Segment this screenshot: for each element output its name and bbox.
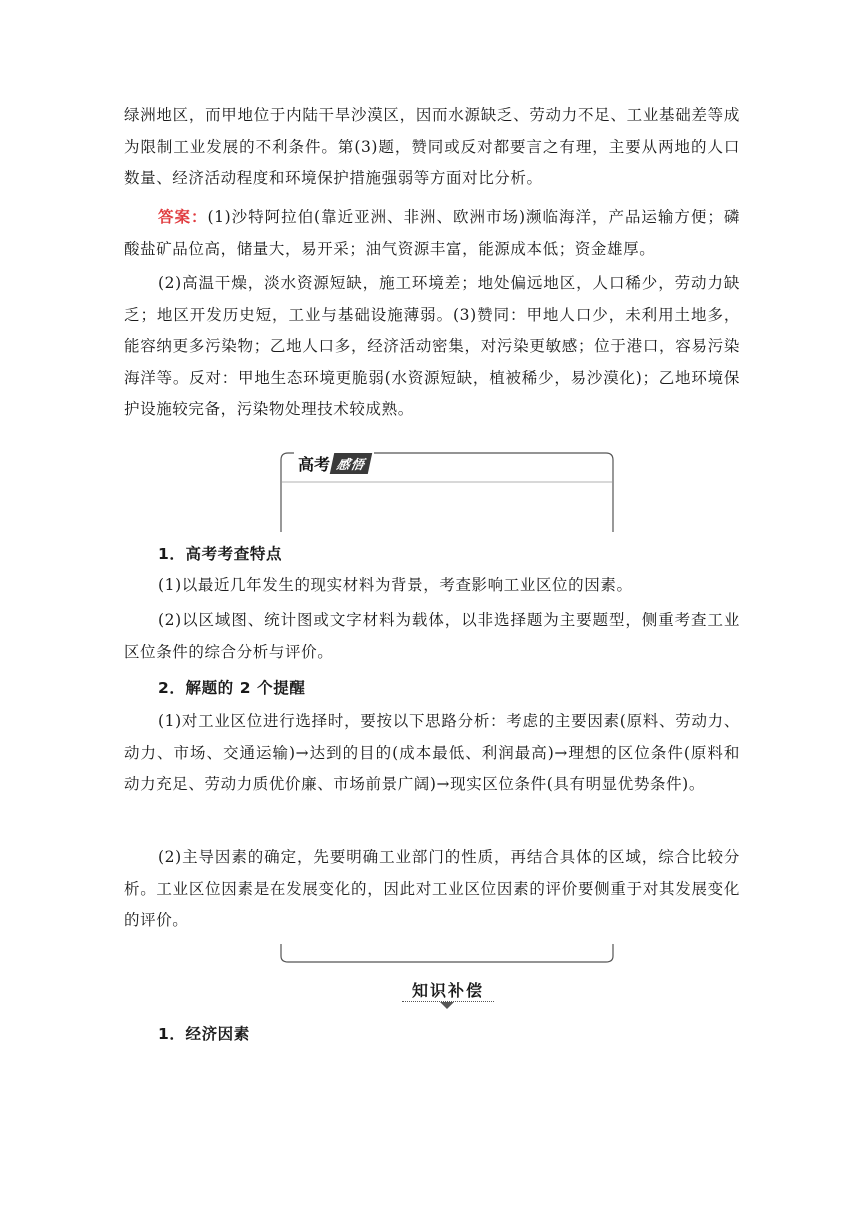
answer-paragraph-1 <box>124 202 740 265</box>
knowledge-arrow-icon <box>440 1002 454 1009</box>
section2-item1: (1)对工业区位进行选择时，要按以下思路分析：考虑的主要因素(原料、劳动力、动力、市场、交通运输)→达到的目的(成本最低、利润最高)→理想的区位条件(原料和动力充足、劳动力质优价廉、市场前景广阔)→现实区位条件(具有明显优势条件)。 <box>124 712 740 793</box>
knowledge-heading: 1．经济因素 <box>158 1025 250 1043</box>
section1-item2: (2)以区域图、统计图或文字材料为载体，以非选择题为主要题型，侧重考查工业区位条件的综合分析与评价。 <box>124 611 740 661</box>
answer-paragraph-2: (2)高温干燥，淡水资源短缺，施工环境差；地处偏远地区，人口稀少，劳动力缺乏；地区开发历史短，工业与基础设施薄弱。(3)赞同：甲地人口少，未利用土地多，能容纳更多污染物；乙地人口多，经济活动密集，对污染更敏感；位于港口，容易污染海洋等。反对：甲地生态环境更脆弱(水资源短缺，植被稀少，易沙漠化)；乙地环境保护设施较完备，污染物处理技术较成熟。 <box>124 274 740 418</box>
section1-heading: 1．高考考查特点 <box>158 545 283 563</box>
section2-heading: 2．解题的 2 个提醒 <box>158 679 306 697</box>
gaokao-box-label <box>294 450 374 476</box>
gaokao-label-chip: 感悟 <box>330 453 372 474</box>
answer-label: 答案： <box>158 208 208 226</box>
gaokao-ganwu-box <box>280 452 614 532</box>
section2-item2: (2)主导因素的确定，先要明确工业部门的性质，再结合具体的区域，综合比较分析。工业区位因素是在发展变化的，因此对工业区位因素的评价要侧重于对其发展变化的评价。 <box>124 848 740 929</box>
gaokao-box-bottom <box>280 944 614 964</box>
answer-1-text: (1)沙特阿拉伯(靠近亚洲、非洲、欧洲市场)濒临海洋，产品运输方便；磷酸盐矿品位高，储量大，易开采；油气资源丰富，能源成本低；资金雄厚。 <box>124 208 740 258</box>
explanation-paragraph: 绿洲地区，而甲地位于内陆干旱沙漠区，因而水源缺乏、劳动力不足、工业基础差等成为限制工业发展的不利条件。第(3)题，赞同或反对都要言之有理，主要从两地的人口数量、经济活动程度和环境保护措施强弱等方面对比分析。 <box>124 106 740 187</box>
knowledge-title: 知识补偿 <box>411 981 484 1000</box>
section1-item1: (1)以最近几年发生的现实材料为背景，考查影响工业区位的因素。 <box>158 576 633 594</box>
gaokao-label-main: 高考 <box>298 454 331 474</box>
